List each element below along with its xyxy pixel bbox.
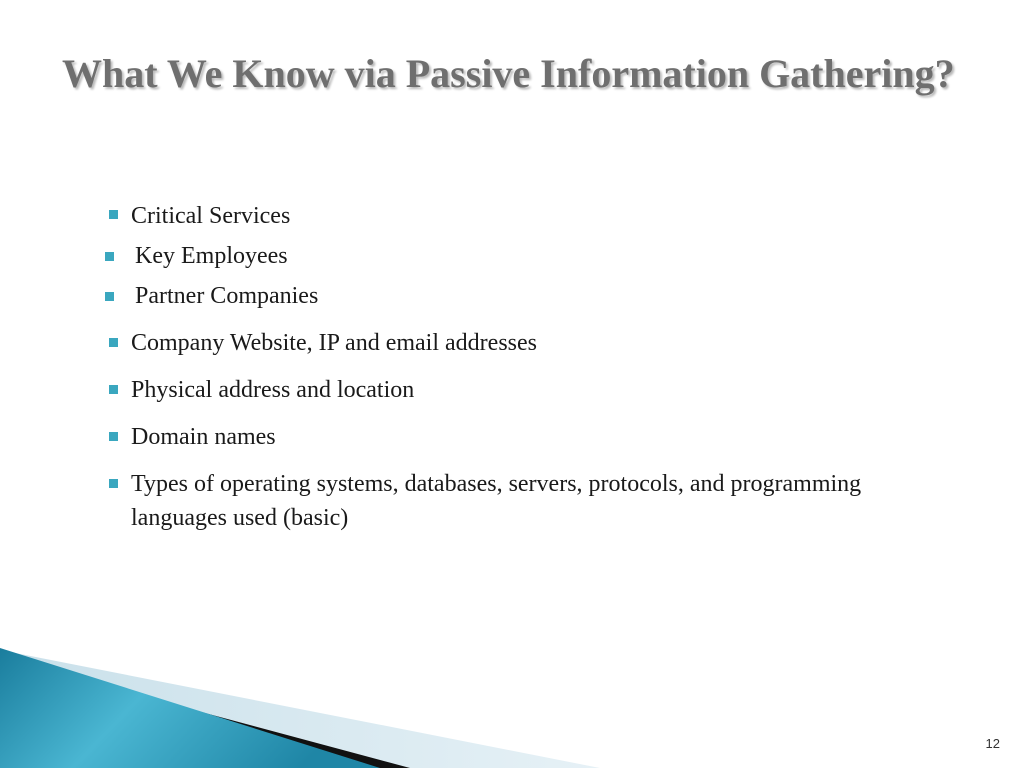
bullet-item: Company Website, IP and email addresses bbox=[131, 330, 537, 356]
bullet-item: Key Employees bbox=[135, 243, 288, 269]
bullet-item: Types of operating systems, databases, servers, protocols, and programming languages used (basic) bbox=[131, 471, 862, 531]
bullet-item: Critical Services bbox=[131, 203, 291, 229]
bullet-item: Physical address and location bbox=[131, 377, 415, 403]
footer-band-teal bbox=[0, 648, 380, 768]
bullet-item: Partner Companies bbox=[135, 283, 319, 309]
slide-title: What We Know via Passive Information Gathering? bbox=[62, 51, 955, 96]
bullet-item: Domain names bbox=[131, 424, 276, 450]
page-number: 12 bbox=[985, 736, 1000, 751]
